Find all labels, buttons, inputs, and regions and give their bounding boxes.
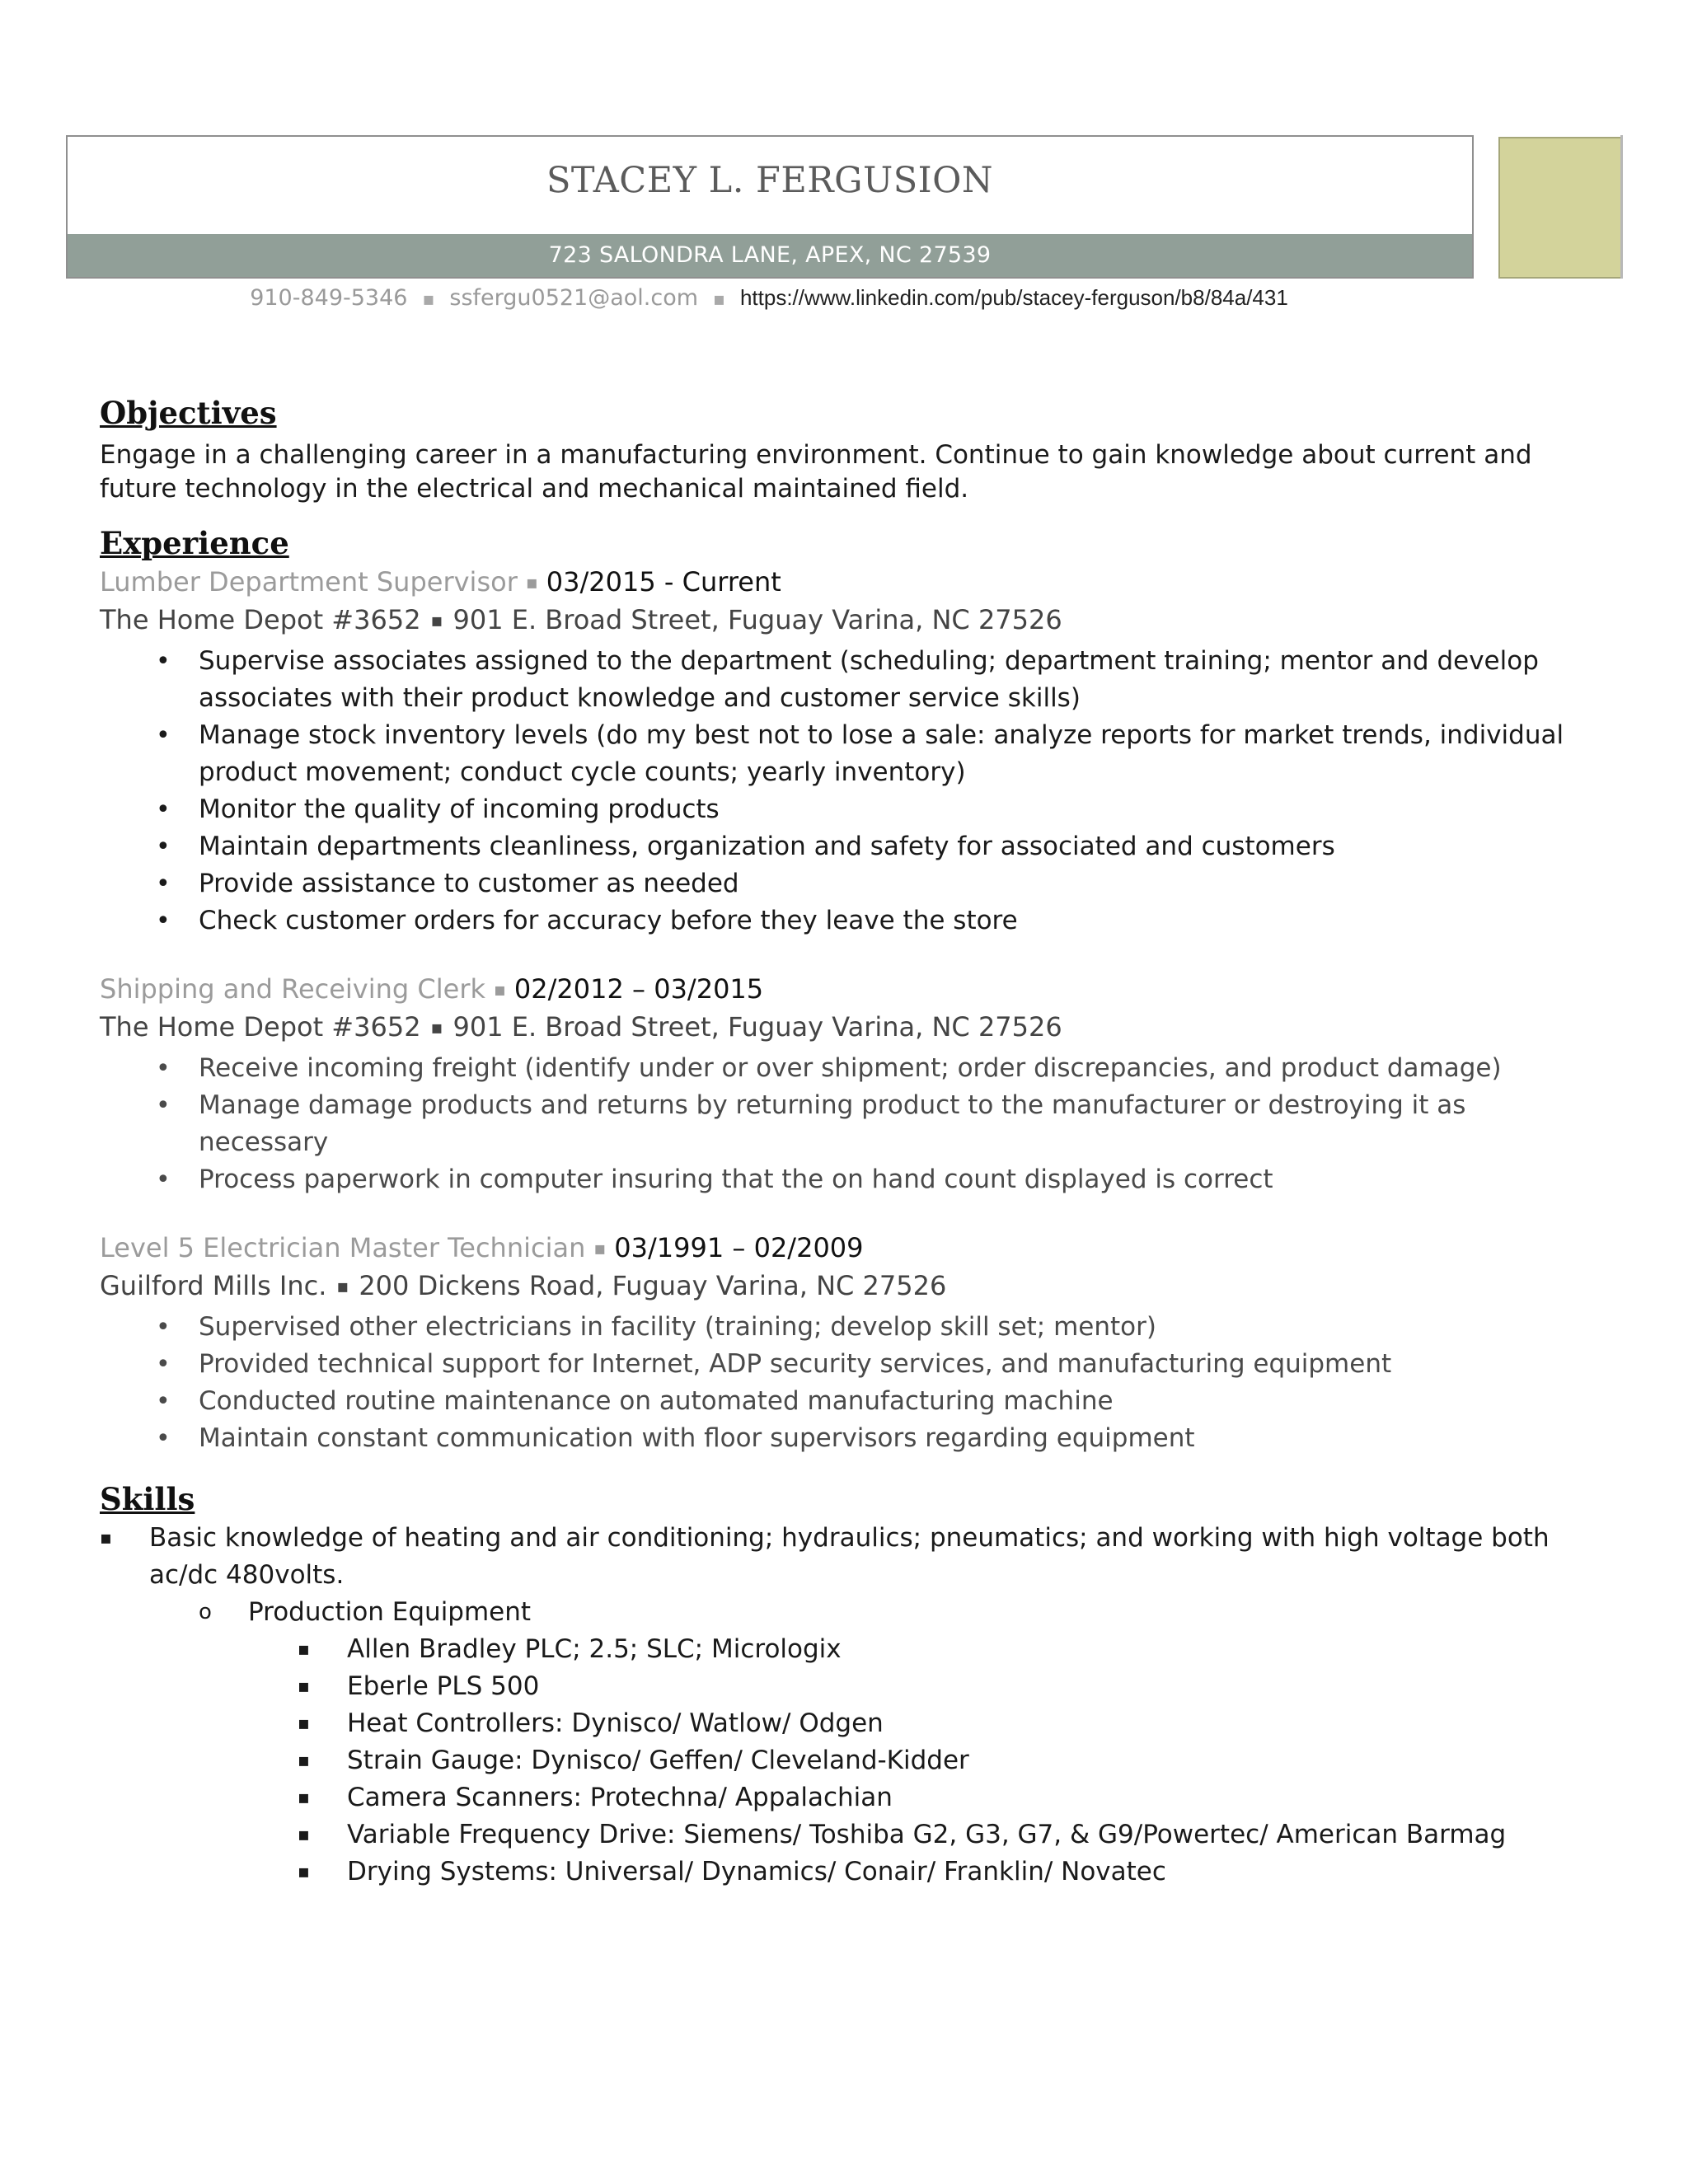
- job-location: 901 E. Broad Street, Fuguay Varina, NC 27526: [452, 604, 1062, 635]
- list-item: [100, 717, 1583, 791]
- bullet-text: Check customer orders for accuracy before they leave the store: [199, 906, 1018, 935]
- job-employer: The Home Depot #3652: [100, 604, 421, 635]
- job-dates: 03/2015 - Current: [546, 566, 781, 598]
- job-title: Shipping and Receiving Clerk: [100, 973, 485, 1005]
- square-bullet-icon: ▪: [298, 1862, 310, 1882]
- job-entry: [100, 971, 1583, 1198]
- skills-sub-heading-text: Production Equipment: [248, 1597, 532, 1627]
- decorative-side-line: [1620, 135, 1623, 279]
- job-heading: [100, 564, 1583, 602]
- job-separator: ▪: [525, 573, 538, 593]
- bullet-icon: •: [156, 1313, 171, 1342]
- square-bullet-icon: ▪: [298, 1750, 310, 1771]
- list-item: [100, 1309, 1583, 1346]
- job-separator: ▪: [336, 1277, 349, 1297]
- bullet-text: Supervised other electricians in facility (training; develop skill set; mentor): [199, 1312, 1156, 1342]
- bullet-icon: •: [156, 1424, 171, 1453]
- skill-item-text: Variable Frequency Drive: Siemens/ Toshiba G2, G3, G7, & G9/Powertec/ American Barmag: [347, 1820, 1507, 1849]
- bullet-text: Monitor the quality of incoming products: [199, 794, 720, 824]
- bullet-text: Maintain constant communication with floor supervisors regarding equipment: [199, 1423, 1195, 1453]
- list-item: [100, 902, 1583, 940]
- objectives-text: Engage in a challenging career in a manufacturing environment. Continue to gain knowledge about current and future technology in the electrical and mechanical maintained field.: [100, 440, 1532, 504]
- bullet-text: Manage stock inventory levels (do my best not to lose a sale: analyze reports for market trends, individual product movement; conduct cycle counts; yearly inventory): [199, 720, 1564, 787]
- job-employer-line: [100, 1009, 1583, 1047]
- skill-item-text: Strain Gauge: Dynisco/ Geffen/ Cleveland-Kidder: [347, 1746, 969, 1775]
- job-separator: ▪: [494, 980, 506, 1001]
- job-dates: 03/1991 – 02/2009: [614, 1232, 864, 1263]
- job-separator: ▪: [593, 1239, 607, 1259]
- job-employer: Guilford Mills Inc.: [100, 1270, 327, 1301]
- skill-item-text: Allen Bradley PLC; 2.5; SLC; Micrologix: [347, 1634, 842, 1664]
- skill-item-text: Heat Controllers: Dynisco/ Watlow/ Odgen: [347, 1708, 884, 1738]
- job-heading: [100, 1230, 1583, 1268]
- bullet-icon: •: [156, 721, 171, 750]
- skill-item: [100, 1631, 1583, 1668]
- job-entry: [100, 1230, 1583, 1457]
- job-bullets: [100, 643, 1583, 940]
- list-item: [100, 1087, 1583, 1161]
- skills-main-item: [100, 1520, 1583, 1594]
- job-title: Lumber Department Supervisor: [100, 566, 518, 598]
- bullet-text: Provided technical support for Internet, ADP security services, and manufacturing equipment: [199, 1349, 1392, 1379]
- job-heading: [100, 971, 1583, 1009]
- square-bullet-icon: ▪: [298, 1788, 310, 1808]
- bullet-icon: •: [156, 1350, 171, 1379]
- job-location: 901 E. Broad Street, Fuguay Varina, NC 27526: [452, 1011, 1062, 1043]
- bullet-icon: •: [156, 832, 171, 861]
- objectives-section: [100, 392, 1583, 506]
- bullet-icon: •: [156, 869, 171, 898]
- square-bullet-icon: ▪: [298, 1639, 310, 1660]
- job-employer-line: [100, 602, 1583, 640]
- skill-item: [100, 1854, 1583, 1891]
- experience-section: [100, 523, 1583, 1457]
- phone-number: 910-849-5346: [250, 285, 408, 311]
- list-item: [100, 1050, 1583, 1087]
- objectives-title: Objectives: [100, 395, 277, 431]
- job-separator: ▪: [430, 611, 443, 631]
- list-item: [100, 643, 1583, 717]
- bullet-text: Maintain departments cleanliness, organization and safety for associated and customers: [199, 832, 1335, 861]
- skill-item-text: Eberle PLS 500: [347, 1671, 540, 1701]
- square-bullet-icon: ▪: [298, 1825, 310, 1845]
- linkedin-link[interactable]: https://www.linkedin.com/pub/stacey-ferguson/b8/84a/431: [739, 285, 1288, 310]
- contact-line: [0, 285, 1538, 311]
- bullet-text: Provide assistance to customer as needed: [199, 869, 739, 898]
- skill-item: [100, 1742, 1583, 1779]
- decorative-side-box: [1498, 137, 1622, 279]
- job-separator: ▪: [430, 1018, 443, 1038]
- bullet-icon: •: [156, 1387, 171, 1416]
- job-entry: [100, 564, 1583, 940]
- experience-title: Experience: [100, 525, 289, 561]
- contact-separator: ▪: [422, 289, 435, 310]
- skill-item: [100, 1705, 1583, 1742]
- bullet-icon: •: [156, 1054, 171, 1083]
- job-dates: 02/2012 – 03/2015: [513, 973, 764, 1005]
- job-employer-line: [100, 1268, 1583, 1305]
- email-address[interactable]: ssfergu0521@aol.com: [449, 285, 699, 311]
- list-item: [100, 865, 1583, 902]
- square-bullet-icon: ▪: [100, 1528, 112, 1549]
- bullet-text: Conducted routine maintenance on automated manufacturing machine: [199, 1386, 1114, 1416]
- name-header-box: [66, 135, 1474, 279]
- job-bullets: [100, 1309, 1583, 1457]
- skills-sub-heading: [100, 1594, 1583, 1631]
- job-bullets: [100, 1050, 1583, 1198]
- bullet-icon: •: [156, 647, 171, 676]
- skill-item: [100, 1668, 1583, 1705]
- skills-section: [100, 1479, 1583, 1891]
- bullet-icon: •: [156, 1165, 171, 1194]
- list-item: [100, 1346, 1583, 1383]
- skill-item: [100, 1816, 1583, 1854]
- job-title: Level 5 Electrician Master Technician: [100, 1232, 586, 1263]
- skill-item-text: Camera Scanners: Protechna/ Appalachian: [347, 1783, 893, 1812]
- bullet-text: Manage damage products and returns by returning product to the manufacturer or destroying it as necessary: [199, 1090, 1466, 1157]
- list-item: [100, 1161, 1583, 1198]
- skill-item-text: Drying Systems: Universal/ Dynamics/ Conair/ Franklin/ Novatec: [347, 1857, 1166, 1886]
- contact-separator: ▪: [713, 289, 725, 310]
- bullet-icon: •: [156, 795, 171, 824]
- square-bullet-icon: ▪: [298, 1713, 310, 1734]
- job-employer: The Home Depot #3652: [100, 1011, 421, 1043]
- list-item: [100, 828, 1583, 865]
- bullet-icon: •: [156, 1091, 171, 1120]
- address-bar: 723 SALONDRA LANE, APEX, NC 27539: [68, 234, 1472, 277]
- list-item: [100, 1420, 1583, 1457]
- resume-body: [100, 392, 1583, 1891]
- skill-item: [100, 1779, 1583, 1816]
- skills-main-text: Basic knowledge of heating and air conditioning; hydraulics; pneumatics; and working with high voltage both ac/dc 480volts.: [149, 1523, 1550, 1590]
- bullet-text: Process paperwork in computer insuring that the on hand count displayed is correct: [199, 1165, 1273, 1194]
- circle-bullet-icon: o: [199, 1600, 212, 1624]
- candidate-name: STACEY L. FERGUSION: [546, 160, 994, 201]
- bullet-icon: •: [156, 907, 171, 935]
- square-bullet-icon: ▪: [298, 1676, 310, 1697]
- list-item: [100, 791, 1583, 828]
- job-location: 200 Dickens Road, Fuguay Varina, NC 27526: [359, 1270, 947, 1301]
- list-item: [100, 1383, 1583, 1420]
- bullet-text: Supervise associates assigned to the department (scheduling; department training; mentor and develop associates with their product knowledge and customer service skills): [199, 646, 1539, 713]
- bullet-text: Receive incoming freight (identify under or over shipment; order discrepancies, and product damage): [199, 1053, 1502, 1083]
- skills-title: Skills: [100, 1481, 195, 1517]
